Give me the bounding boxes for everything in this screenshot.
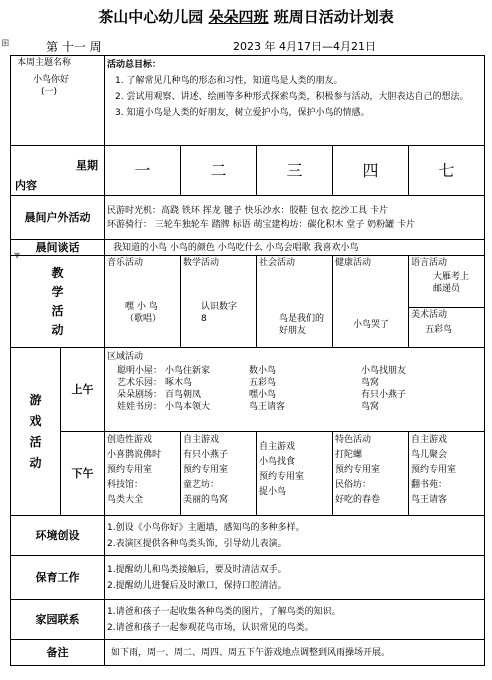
outdoor-content: 民游时光机：高跷 铁环 挥龙 毽子 快乐沙水：胶鞋 包衣 挖沙工具 卡片 环游骑行： 三轮车独轮车 踏牌 标语 萌宝建构坊：碳化积木 堂子 奶粉罐 卡片 <box>105 196 485 240</box>
weekly-plan-table <box>10 55 485 666</box>
day-monday: 一 <box>105 146 181 196</box>
teaching-label: 教学活动 <box>11 256 105 348</box>
goals-cell: 活动总目标： 1. 了解常见几种鸟的形态和习性，知道鸟是人类的朋友。 2. 尝试用观察、讲述、绘画等多种形式探索鸟类，积极参与活动，大胆表达自己的想法。 3. 知道小鸟是人类的好朋友，树立爱护小鸟，保护小鸟的情感。 <box>105 56 485 146</box>
games-pm-tue: 自主游戏 有只小燕子 预约专用室 童艺坊： 美丽的鸟窝 <box>181 432 257 516</box>
talk-content: 我知道的小鸟 小鸟的颜色 小鸟吃什么 小鸟会唱歌 我喜欢小鸟 <box>105 240 485 256</box>
goal-item: 1. 了解常见几种鸟的形态和习性，知道鸟是人类的朋友。 <box>115 76 343 86</box>
care-content: 1.提醒幼儿和鸟类接触后，要及时清洁双手。 2.提醒幼儿进餐后及时漱口，保持口腔清洁。 <box>105 556 485 600</box>
day-thursday: 四 <box>333 146 409 196</box>
games-pm-wed: 自主游戏 小鸟找食 预约专用室 捉小鸟 <box>257 432 333 516</box>
games-am-content: 区域活动 聪明小屋： 小鸟住新家 数小鸟 小鸟找朋友 艺术乐园： 啄木鸟 五彩鸟 鸟窝 朵朵剧场： 百鸟朝凤 嘿小鸟 有只小燕子 娃娃书房： 小鸟本领大 鸟王请客 鸟窝 <box>105 348 485 432</box>
date-range: 2023 年 4月17日—4月21日 <box>233 40 376 53</box>
day-wednesday: 三 <box>257 146 333 196</box>
theme-cell: 本周主题名称 小鸟你好 (一) <box>11 56 105 146</box>
home-content: 1.请爸和孩子一起收集各种鸟类的图片，了解鸟类的知识。 2.请爸和孩子一起参观花鸟市场，认识常见的鸟类。 <box>105 600 485 640</box>
collapse-arrow-icon[interactable]: ▼ <box>14 251 21 260</box>
table-anchor-icon[interactable]: ⊞ <box>1 38 10 49</box>
env-label: 环境创设 <box>11 516 105 556</box>
note-label: 备注 <box>11 640 105 666</box>
page-title: 茶山中心幼儿园 朵朵四班 班周日活动计划表 <box>98 8 394 26</box>
games-pm-thu: 特色活动 打陀螺 预约专用室 民俗坊： 好吃的春卷 <box>333 432 409 516</box>
games-pm-fri: 自主游戏 鸟儿聚会 预约专用室 翻书苑： 鸟王请客 <box>409 432 485 516</box>
teaching-cell-fri: 语言活动 大雁考上 邮递员 美术活动 五彩鸟 <box>409 256 485 348</box>
env-content: 1.创设《小鸟你好》主题墙，感知鸟的多种多样。 2.表演区提供各种鸟类头饰，引导幼儿表演。 <box>105 516 485 556</box>
note-content: 如下雨，周一、周二、周四、周五下午游戏地点调整到风雨操场开展。 <box>105 640 485 666</box>
day-friday: 七 <box>409 146 485 196</box>
goal-item: 2. 尝试用观察、讲述、绘画等多种形式探索鸟类，积极参与活动，大胆表达自己的想法。 <box>115 92 469 102</box>
teaching-cell-thu: 健康活动 小鸟哭了 <box>333 256 409 348</box>
games-label: 游戏活动 <box>11 348 61 516</box>
goal-item: 3. 知道小鸟是人类的好朋友，树立爱护小鸟，保护小鸟的情感。 <box>115 108 370 118</box>
games-pm-mon: 创造性游戏 小喜鹊说佛时 预约专用室 科技馆： 鸟类大全 <box>105 432 181 516</box>
day-tuesday: 二 <box>181 146 257 196</box>
talk-label: 晨间谈话 <box>11 240 105 256</box>
theme-name: 小鸟你好 <box>33 75 70 85</box>
teaching-cell-wed: 社会活动 鸟是我们的 好朋友 <box>257 256 333 348</box>
home-label: 家园联系 <box>11 600 105 640</box>
class-name: 朵朵四班 <box>208 8 269 26</box>
am-area-grid: 聪明小屋： 小鸟住新家 数小鸟 小鸟找朋友 艺术乐园： 啄木鸟 五彩鸟 鸟窝 朵朵剧场： 百鸟朝凤 嘿小鸟 有只小燕子 娃娃书房： 小鸟本领大 鸟王请客 鸟窝 <box>117 366 407 412</box>
teaching-cell-mon: 音乐活动 嘿 小 鸟 （歌唱） <box>105 256 181 348</box>
games-pm-label: 下午 <box>61 432 105 516</box>
care-label: 保育工作 <box>11 556 105 600</box>
games-am-label: 上午 <box>61 348 105 432</box>
teaching-cell-tue: 数学活动 认识数字 8 <box>181 256 257 348</box>
week-number: 第 十一 周 <box>46 40 102 54</box>
day-header-corner: 星期 内容 <box>11 146 105 196</box>
outdoor-label: 晨间户外活动 <box>11 196 105 240</box>
